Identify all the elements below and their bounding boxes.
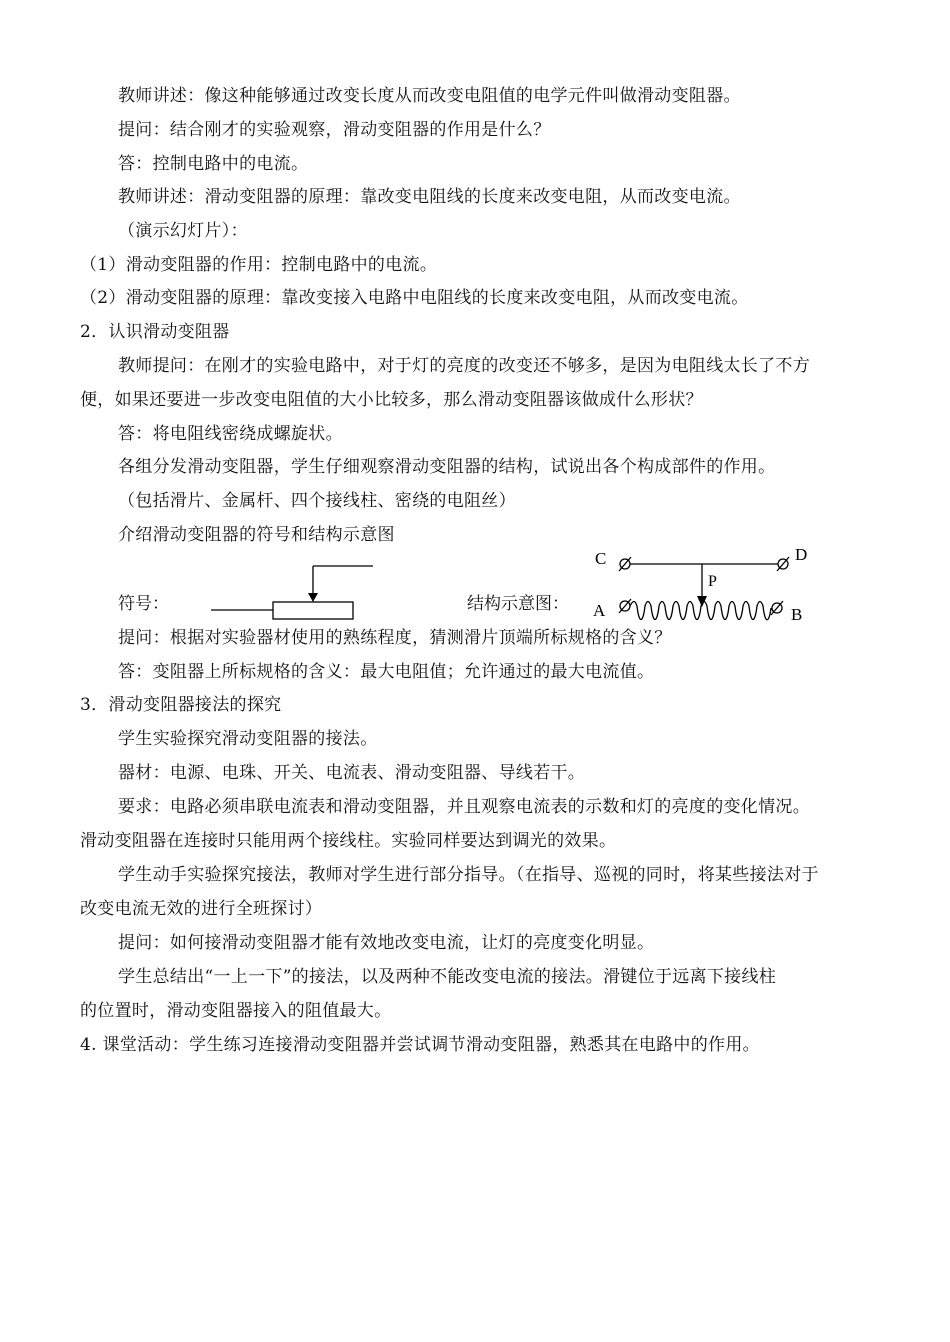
list-item: （1）滑动变阻器的作用：控制电路中的电流。	[80, 255, 438, 275]
rheostat-symbol-diagram	[205, 560, 385, 630]
paragraph-line: （演示幻灯片）：	[118, 221, 248, 241]
section-heading: 2．认识滑动变阻器	[80, 322, 230, 342]
paragraph-line: 提问：结合刚才的实验观察，滑动变阻器的作用是什么？	[118, 120, 551, 140]
paragraph-line: 各组分发滑动变阻器，学生仔细观察滑动变阻器的结构，试说出各个构成部件的作用。	[118, 457, 776, 477]
structure-label: 结构示意图：	[467, 594, 569, 614]
list-item: （2）滑动变阻器的原理：靠改变接入电路中电阻线的长度来改变电阻，从而改变电流。	[80, 288, 749, 308]
paragraph-line: 学生动手实验探究接法，教师对学生进行部分指导。（在指导、巡视的同时，将某些接法对于	[118, 865, 819, 885]
paragraph-line: 要求：电路必须串联电流表和滑动变阻器，并且观察电流表的示数和灯的亮度的变化情况。	[118, 797, 810, 817]
paragraph-line: 滑动变阻器在连接时只能用两个接线柱。实验同样要达到调光的效果。	[80, 831, 617, 851]
paragraph-line: 教师提问：在刚才的实验电路中，对于灯的亮度的改变还不够多，是因为电阻线太长了不方	[118, 356, 810, 376]
paragraph-line: 改变电流无效的进行全班探讨）	[80, 899, 323, 919]
paragraph-line: 器材：电源、电珠、开关、电流表、滑动变阻器、导线若干。	[118, 763, 586, 783]
paragraph-line: （包括滑片、金属杆、四个接线柱、密绕的电阻丝）	[118, 491, 516, 511]
terminal-a-label: A	[593, 601, 606, 620]
terminal-c-label: C	[595, 549, 607, 568]
terminal-b-label: B	[791, 605, 803, 624]
paragraph-line: 教师讲述：滑动变阻器的原理：靠改变电阻线的长度来改变电阻，从而改变电流。	[118, 187, 741, 207]
section-heading: 3．滑动变阻器接法的探究	[80, 695, 282, 715]
paragraph-line: 提问：根据对实验器材使用的熟练程度，猜测滑片顶端所标规格的含义？	[118, 628, 672, 648]
paragraph-line: 提问：如何接滑动变阻器才能有效地改变电流，让灯的亮度变化明显。	[118, 933, 655, 953]
paragraph-line: 答：控制电路中的电流。	[118, 154, 309, 174]
rheostat-structure-diagram	[585, 540, 825, 640]
paragraph-line: 答：变阻器上所标规格的含义：最大电阻值；允许通过的最大电流值。	[118, 662, 655, 682]
paragraph-line: 的位置时，滑动变阻器接入的阻值最大。	[80, 1001, 392, 1021]
section-heading: 4. 课堂活动：学生练习连接滑动变阻器并尝试调节滑动变阻器，熟悉其在电路中的作用。	[80, 1035, 760, 1055]
paragraph-line: 介绍滑动变阻器的符号和结构示意图	[118, 525, 395, 545]
terminal-d-label: D	[795, 545, 808, 564]
slider-p-label: P	[708, 573, 717, 590]
paragraph-line: 教师讲述：像这种能够通过改变长度从而改变电阻值的电学元件叫做滑动变阻器。	[118, 86, 741, 106]
symbol-label: 符号：	[118, 594, 169, 614]
paragraph-line: 学生实验探究滑动变阻器的接法。	[118, 729, 378, 749]
paragraph-line: 学生总结出“一上一下”的接法，以及两种不能改变电流的接法。滑键位于远离下接线柱	[118, 967, 777, 987]
paragraph-line: 便，如果还要进一步改变电阻值的大小比较多，那么滑动变阻器该做成什么形状？	[80, 390, 703, 410]
paragraph-line: 答：将电阻线密绕成螺旋状。	[118, 424, 343, 444]
